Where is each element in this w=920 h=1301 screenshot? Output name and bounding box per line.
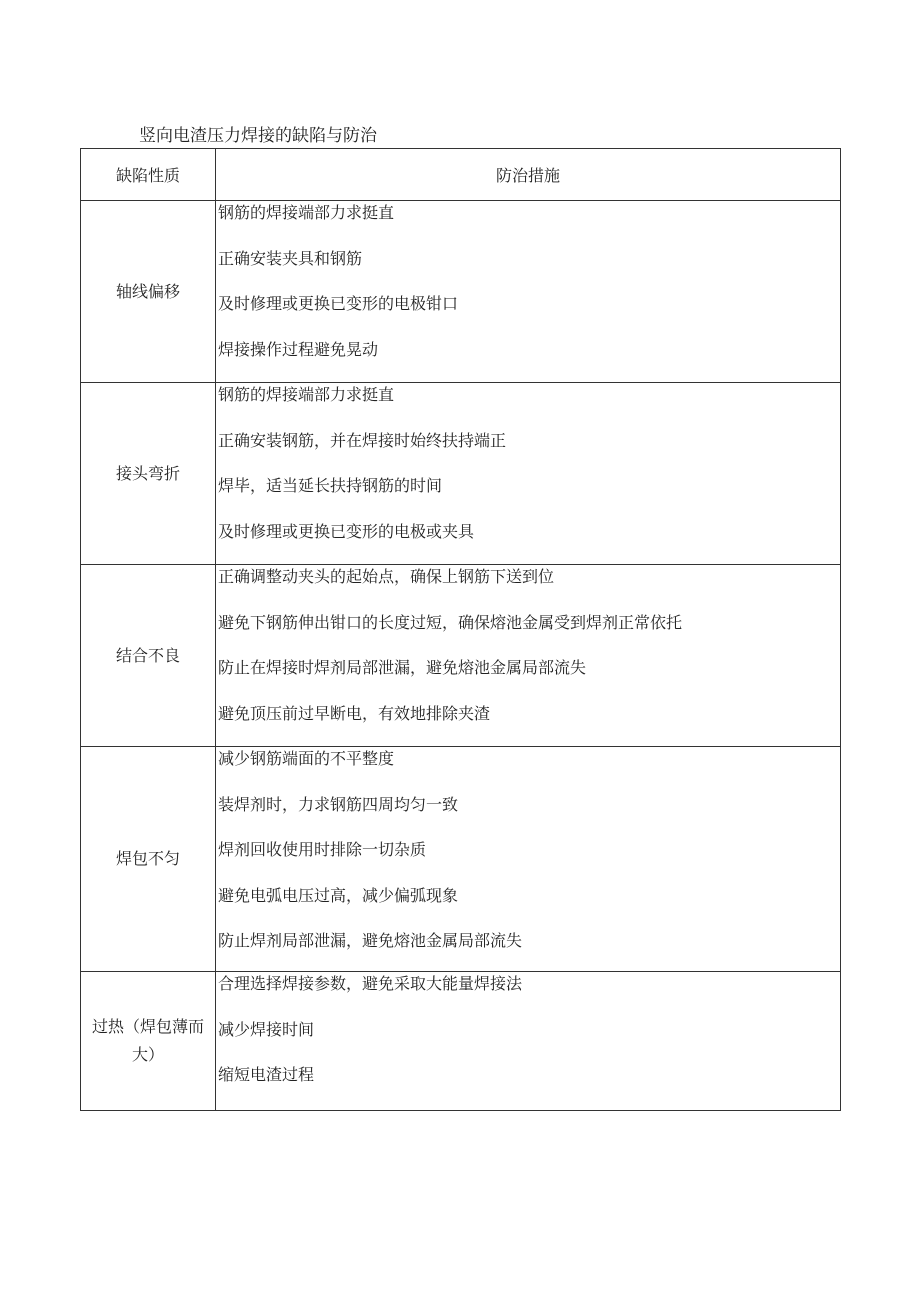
table-row xyxy=(81,565,841,747)
measure-item: 减少焊接时间 xyxy=(218,1019,315,1039)
measures-cell xyxy=(216,747,841,972)
measure-item: 钢筋的焊接端部力求挺直 xyxy=(218,203,395,222)
measure-item: 焊剂回收使用时排除一切杂质 xyxy=(218,840,427,859)
measure-item: 防止在焊接时焊剂局部泄漏，避免熔池金属局部流失 xyxy=(218,658,587,677)
defect-name: 过热（焊包薄而大） xyxy=(81,972,216,1111)
defect-name: 接头弯折 xyxy=(81,383,216,565)
defect-table xyxy=(80,148,841,1111)
defect-name: 焊包不匀 xyxy=(81,747,216,972)
measure-item: 焊接操作过程避免晃动 xyxy=(218,339,379,359)
defect-name: 轴线偏移 xyxy=(81,201,216,383)
measures-cell xyxy=(216,383,841,565)
defect-name: 结合不良 xyxy=(81,565,216,747)
document-title: 竖向电渣压力焊接的缺陷与防治 xyxy=(139,126,377,146)
measure-item: 装焊剂时，力求钢筋四周均匀一致 xyxy=(218,794,459,814)
measure-item: 焊毕，适当延长扶持钢筋的时间 xyxy=(218,476,443,495)
measure-item: 合理选择焊接参数，避免采取大能量焊接法 xyxy=(218,974,523,993)
table-row xyxy=(81,383,841,565)
measure-item: 防止焊剂局部泄漏，避免熔池金属局部流失 xyxy=(218,931,523,950)
measure-item: 正确调整动夹头的起始点，确保上钢筋下送到位 xyxy=(218,567,555,586)
measure-item: 及时修理或更换已变形的电极或夹具 xyxy=(218,521,475,541)
measure-item: 避免下钢筋伸出钳口的长度过短，确保熔池金属受到焊剂正常依托 xyxy=(218,612,683,632)
header-measures: 防治措施 xyxy=(216,149,841,201)
table-row xyxy=(81,972,841,1111)
measures-cell xyxy=(216,972,841,1111)
table-row xyxy=(81,201,841,383)
measure-item: 减少钢筋端面的不平整度 xyxy=(218,749,395,768)
measure-item: 避免电弧电压过高，减少偏弧现象 xyxy=(218,885,459,905)
measure-item: 正确安装夹具和钢筋 xyxy=(218,248,363,268)
measure-item: 避免顶压前过早断电，有效地排除夹渣 xyxy=(218,703,491,723)
measure-item: 钢筋的焊接端部力求挺直 xyxy=(218,385,395,404)
table-header-row xyxy=(81,149,841,201)
measures-cell xyxy=(216,565,841,747)
header-defect: 缺陷性质 xyxy=(81,149,216,201)
measure-item: 正确安装钢筋，并在焊接时始终扶持端正 xyxy=(218,430,507,450)
measure-item: 及时修理或更换已变形的电极钳口 xyxy=(218,294,459,313)
measures-cell xyxy=(216,201,841,383)
measure-item: 缩短电渣过程 xyxy=(218,1065,315,1084)
table-row xyxy=(81,747,841,972)
